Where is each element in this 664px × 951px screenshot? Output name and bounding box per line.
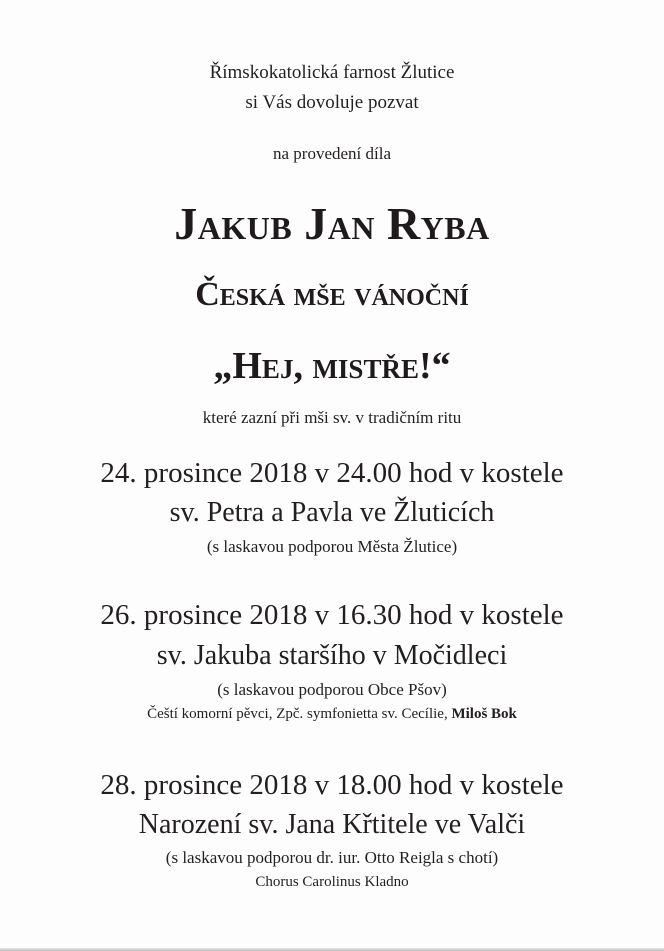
mass-subtitle: „Hej, mistře!“ [213,345,451,387]
event-2-support: (s laskavou podporou Obce Pšov) [217,680,447,699]
event-1-support: (s laskavou podporou Města Žlutice) [206,537,458,556]
event-1-place: sv. Petra a Pavla ve Žluticích [169,497,495,528]
composer-name: Jakub Jan Ryba [174,198,490,249]
event-2-date: 26. prosince 2018 v 16.30 hod v kostele [100,599,564,631]
parish-name: Římskokatolická farnost Žlutice [209,62,455,83]
mass-title: Česká mše vánoční [195,276,469,313]
event-1-date: 24. prosince 2018 v 24.00 hod v kostele [100,457,564,489]
event-3-support: (s laskavou podporou dr. iur. Otto Reigla s chotí) [165,848,499,867]
event-2-conductor: Miloš Bok [451,706,517,722]
event-3-date: 28. prosince 2018 v 18.00 hod v kostele [100,769,564,801]
event-2-performers-line [0,706,664,723]
event-2-place: sv. Jakuba staršího v Močidleci [156,640,508,671]
event-3-performers: Chorus Carolinus Kladno [255,874,409,890]
rite-note: které zazní při mši sv. v tradičním ritu [202,408,462,427]
event-2-performers: Čeští komorní pěvci, Zpč. symfonietta sv. Cecílie, [147,706,448,722]
event-3-place: Narození sv. Jana Křtitele ve Valči [138,809,526,840]
invitation-line: si Vás dovoluje pozvat [245,92,419,113]
performance-intro: na provedení díla [272,144,391,163]
